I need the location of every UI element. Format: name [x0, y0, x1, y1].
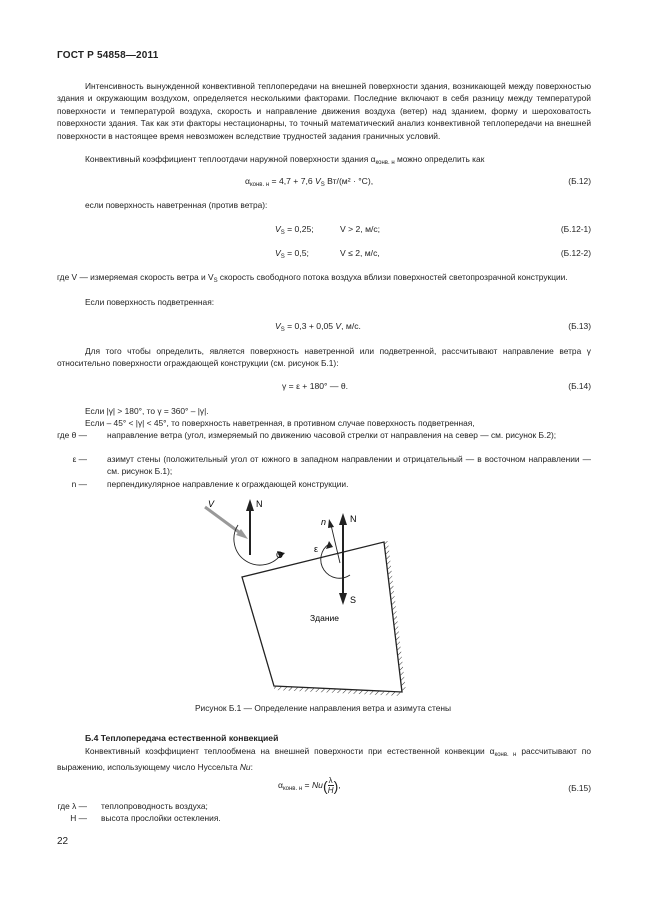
normal-arrow-line [331, 525, 340, 563]
label-n1: N [256, 499, 263, 509]
equation-b12-1-condition: V > 2, м/с; [340, 224, 381, 234]
north-arrow-2-head [339, 513, 347, 525]
label-s: S [350, 595, 357, 605]
north-arrow-1-head [246, 499, 254, 511]
figure-wind-direction-diagram [190, 495, 450, 700]
equation-b12-2-condition: V ≤ 2, м/с, [340, 248, 380, 258]
figure-caption: Рисунок Б.1 — Определение направления ветра и азимута стены [194, 703, 452, 713]
equation-number-b15: (Б.15) [568, 783, 591, 793]
paragraph-where-v: где V — измеряемая скорость ветра и $V_S$ скорость свободного потока воздуха вблизи поверхностей светопрозрачной конструкции. [57, 272, 568, 284]
equation-number-b13: (Б.13) [568, 321, 591, 331]
paragraph-forced-convection: Интенсивность вынужденной конвективной теплопередачи на внешней поверхности здания, возникающей между поверхностью здания и окружающим воздухом, определяется несколькими факторами. Последние включают в себя разницу между температурой поверхности и температурой воздуха, скорость и направление движения воздуха (ветер) над зданием, форму и шероховатость поверхности здания. Так как эти факторы нестационарны, то точный математический анализ конвективной теплопередачи на внешней поверхности в настоящее время невозможен вследствие трудностей задания граничных условий. [57, 81, 591, 141]
label-theta: Θ [276, 550, 284, 560]
label-v: V [208, 499, 215, 509]
paragraph-condition-1: Если |γ| > 180°, то γ = 360° – |γ|. [85, 406, 209, 416]
paragraph-convective-coefficient: Конвективный коэффициент теплоотдачи наружной поверхности здания $\alpha_{конв. н}$ можно определить как [85, 154, 485, 166]
epsilon-arc [321, 544, 350, 578]
label-building: Здание [310, 613, 339, 623]
normal-arrow-head [328, 519, 334, 528]
equation-number-b12-2: (Б.12-2) [560, 248, 591, 258]
wall-hatch-right [384, 541, 406, 692]
wind-arrow-line [205, 507, 243, 535]
label-n-small: n [321, 517, 327, 527]
document-standard-header: ГОСТ Р 54858—2011 [57, 50, 159, 61]
paragraph-natural-convection: Конвективный коэффициент теплообмена на внешней поверхности при естественной конвекции $\alpha_{конв. н}$ рассчитывают по выражению, использующему число Нуссельта Nu: [57, 746, 591, 773]
equation-b12: $\alpha_{конв. н} = 4,7 + 7,6$ $V_S$ Вт/(м² · °С), [245, 176, 374, 188]
where-item-h: H — высота прослойки остекления. [70, 813, 221, 823]
equation-b12-2: $V_S = 0,5$; [275, 248, 309, 260]
where-item-n: n — перпендикулярное направление к ограждающей конструкции. [71, 479, 349, 489]
label-epsilon: ε [314, 544, 319, 554]
paragraph-wind-direction: Для того чтобы определить, является поверхность наветренной или подветренной, рассчитывают направление ветра γ относительно поверхности ограждающей конструкции (см. рисунок Б.1): [57, 346, 591, 369]
equation-number-b12-1: (Б.12-1) [560, 224, 591, 234]
equation-number-b12: (Б.12) [568, 176, 591, 186]
equation-b12-1: $V_S = 0,25$; [275, 224, 314, 236]
where-item-epsilon: ε — азимут стены (положительный угол от южного в западном направлении и отрицательный — в восточном направлении — см. рисунок Б.1); [72, 454, 591, 477]
equation-b13: $V_S = 0,3 + 0,05$ V, м/с. [275, 321, 361, 333]
equation-b14: γ = ε + 180° — θ. [282, 381, 349, 391]
page-number: 22 [57, 836, 69, 847]
paragraph-leeward: Если поверхность подветренная: [85, 297, 215, 307]
label-n2: N [350, 514, 357, 524]
equation-number-b14: (Б.14) [568, 381, 591, 391]
where-item-theta: где θ — направление ветра (угол, измеряемый по движению часовой стрелки от направления на север — см. рисунок Б.2); [57, 430, 557, 440]
paragraph-windward: если поверхность наветренная (против ветра): [85, 200, 268, 210]
equation-b15: $\alpha_{конв. н} = Nu$( $\frac{\lambda}{H}$ ), [278, 776, 341, 795]
where-item-lambda: где λ — теплопроводность воздуха; [57, 801, 208, 811]
paragraph-condition-2: Если – 45° < |γ| < 45°, то поверхность наветренная, в противном случае поверхность подветренная, [85, 418, 475, 428]
south-arrow-head [339, 593, 347, 605]
section-title-b4: Б.4 Теплопередача естественной конвекцией [85, 733, 279, 743]
